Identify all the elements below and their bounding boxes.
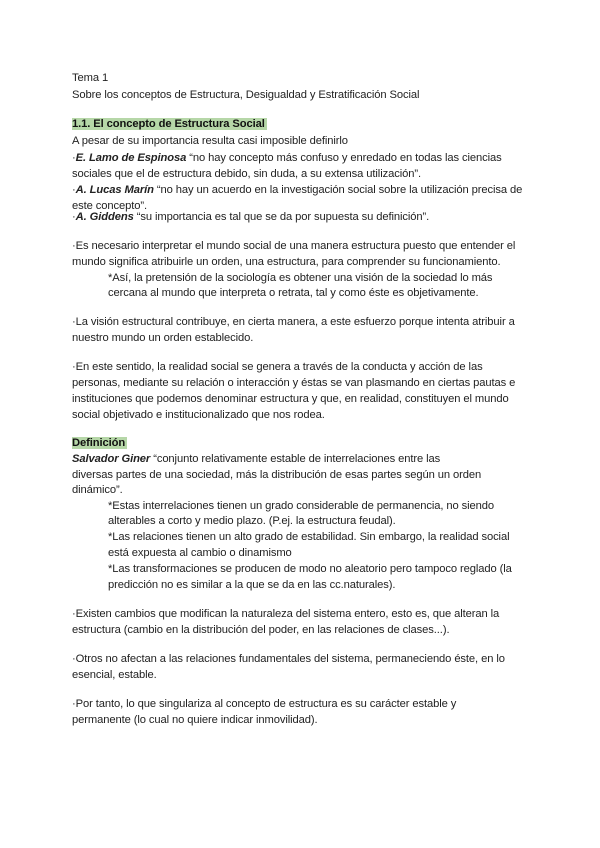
bullet: · (72, 184, 76, 196)
quote-lucas (72, 183, 522, 197)
section-heading-text: 1.1. El concepto de Estructura Social (72, 118, 265, 130)
paragraph-line: ·En este sentido, la realidad social se genera a través de la conducta y acción de las (72, 361, 483, 373)
topic-label: Tema 1 (72, 72, 109, 84)
note-line: predicción no es similar a la que se da en las cc.naturales). (108, 579, 396, 591)
paragraph-line: ·Es necesario interpretar el mundo social de una manera estructura puesto que entender el (72, 240, 516, 252)
paragraph-line: esencial, estable. (72, 669, 157, 681)
author-name: A. Giddens (75, 211, 134, 223)
document-subtitle: Sobre los conceptos de Estructura, Desigualdad y Estratificación Social (72, 89, 420, 101)
intro-text: A pesar de su importancia resulta casi imposible definirlo (72, 135, 348, 147)
bullet: · (72, 152, 76, 164)
quote-text: diversas partes de una sociedad, más la distribución de esas partes según un orden (72, 469, 482, 481)
note-line: *Estas interrelaciones tienen un grado considerable de permanencia, no siendo (108, 500, 494, 512)
quote-giddens (72, 210, 429, 224)
author-name: E. Lamo de Espinosa (75, 152, 187, 164)
paragraph-line: ·La visión estructural contribuye, en cierta manera, a este esfuerzo porque intenta atribuir a (72, 316, 515, 328)
bullet: · (72, 211, 76, 223)
paragraph-line: ·Por tanto, lo que singulariza al concepto de estructura es su carácter estable y (72, 698, 457, 710)
note-line: cercana al mundo que interpreta o retrata, tal y como éste es objetivamente. (108, 287, 479, 299)
paragraph-line: estructura (cambio en la distribución del poder, en las relaciones de clases...). (72, 624, 450, 636)
note-line: está expuesta al cambio o dinamismo (108, 547, 292, 559)
quote-lamo (72, 151, 502, 165)
paragraph-line: ·Otros no afectan a las relaciones fundamentales del sistema, permaneciendo éste, en lo (72, 653, 505, 665)
paragraph-line: social objetivado e institucionalizado que nos rodea. (72, 409, 325, 421)
paragraph-line: ·Existen cambios que modifican la naturaleza del sistema entero, esto es, que alteran la (72, 608, 500, 620)
section-heading (72, 117, 267, 131)
paragraph-line: instituciones que podemos denominar estructura y que, en realidad, constituyen el mundo (72, 393, 509, 405)
quote-text: este concepto”. (72, 200, 147, 212)
note-line: alterables a corto y medio plazo. (P.ej. la estructura feudal). (108, 515, 396, 527)
quote-text: “no hay concepto más confuso y enredado en todas las ciencias (186, 152, 502, 164)
quote-text: sociales que el de estructura debido, sin duda, a su extensa utilización”. (72, 168, 421, 180)
quote-text: “no hay un acuerdo en la investigación social sobre la utilización precisa de (153, 184, 523, 196)
definition-quote (72, 452, 440, 466)
note-line: *Las relaciones tienen un alto grado de estabilidad. Sin embargo, la realidad social (108, 531, 510, 543)
author-name: Salvador Giner (72, 453, 151, 465)
quote-text: “conjunto relativamente estable de interrelaciones entre las (150, 453, 441, 465)
author-name: A. Lucas Marín (75, 184, 154, 196)
definition-heading (72, 436, 127, 450)
definition-heading-text: Definición (72, 437, 126, 449)
note-line: *Las transformaciones se producen de modo no aleatorio pero tampoco reglado (la (108, 563, 512, 575)
paragraph-line: nuestro mundo un orden establecido. (72, 332, 254, 344)
paragraph-line: mundo significa atribuirle un orden, una estructura, para comprender su funcionamiento. (72, 256, 501, 268)
note-line: *Así, la pretensión de la sociología es obtener una visión de la sociedad lo más (108, 272, 493, 284)
quote-text: “su importancia es tal que se da por supuesta su definición”. (133, 211, 430, 223)
quote-text: dinámico”. (72, 484, 123, 496)
paragraph-line: permanente (lo cual no quiere indicar inmovilidad). (72, 714, 318, 726)
paragraph-line: personas, mediante su relación o interacción y éstas se van plasmando en ciertas pautas e (72, 377, 516, 389)
